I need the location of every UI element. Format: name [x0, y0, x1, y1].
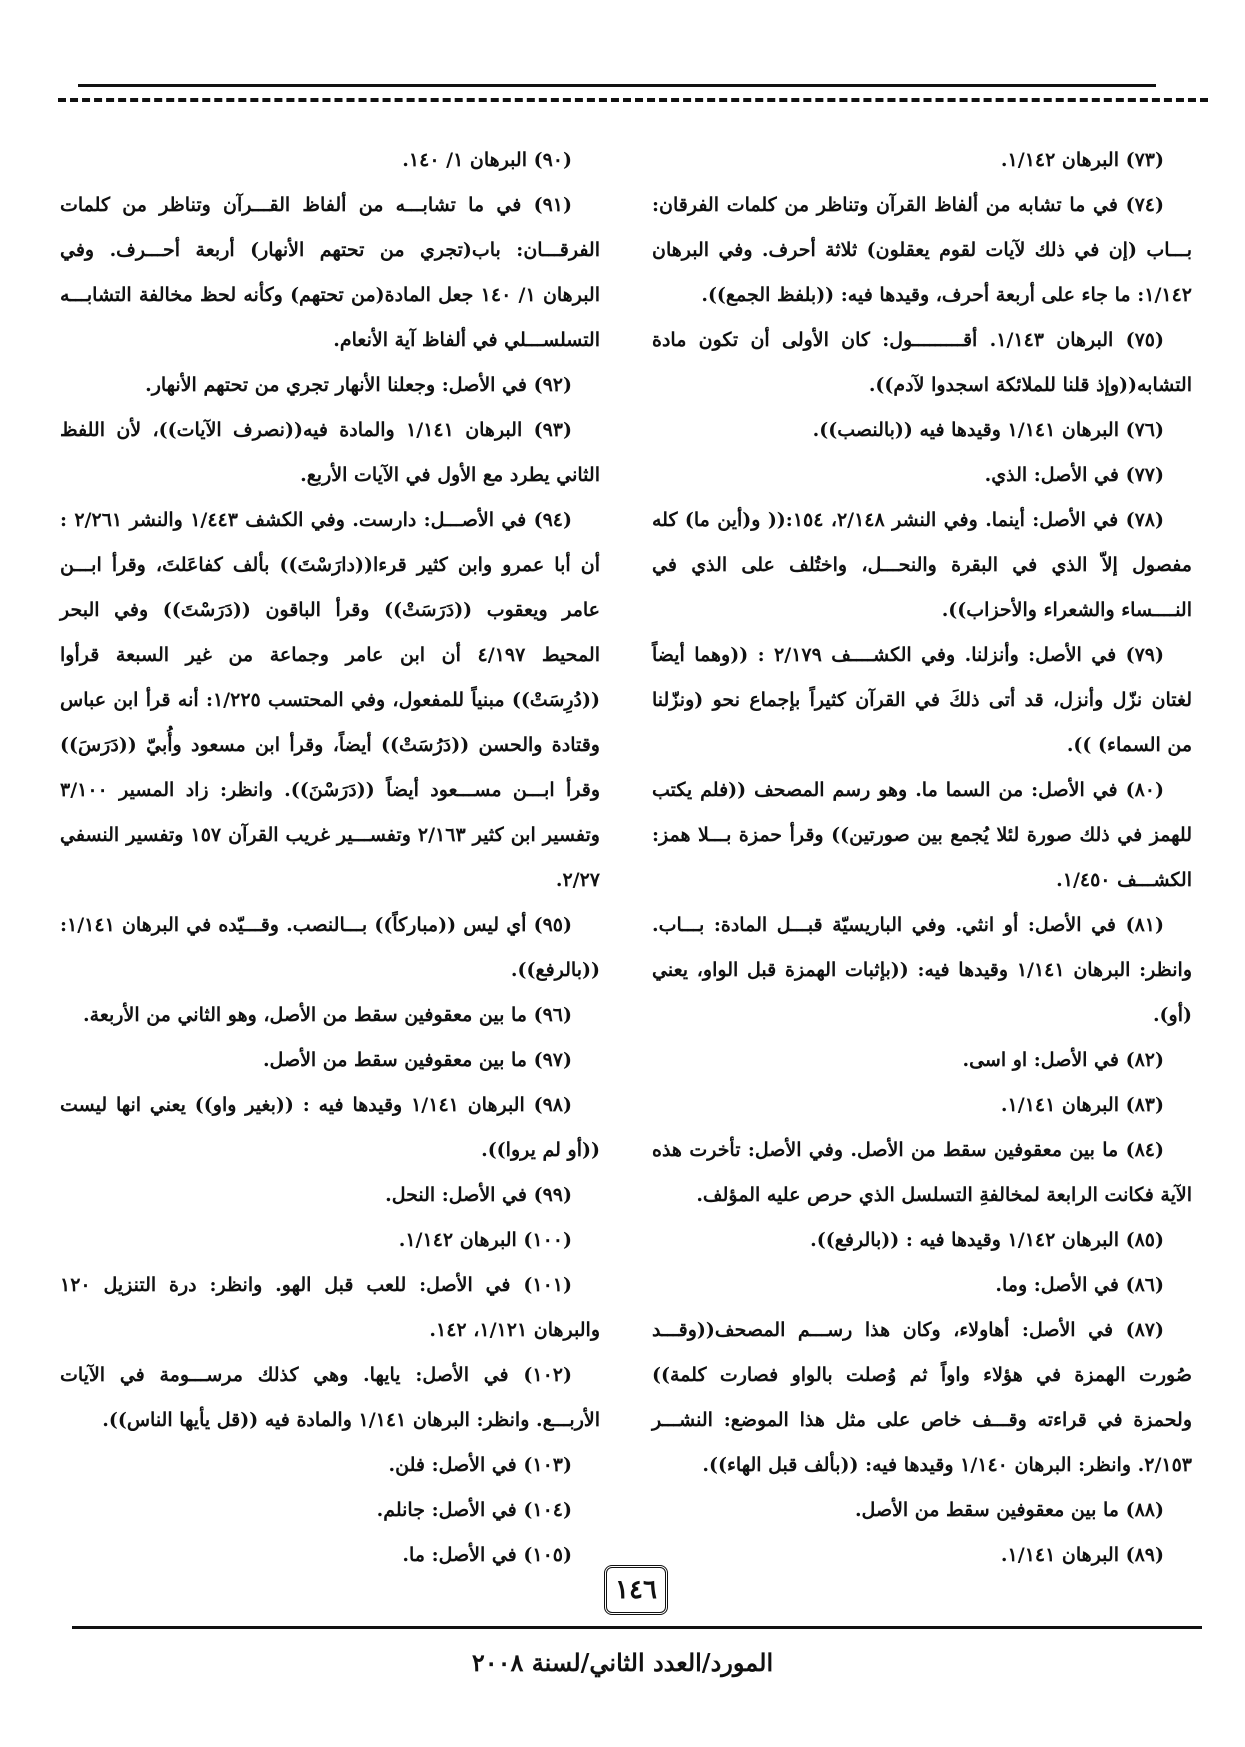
footnote-94: (٩٤) في الأصـــل: دارست. وفي الكشف ١/٤٤٣ والنشر ٢/٢٦١ : أن أبا عمرو وابن كثير قرءا((دارَسْتَ)) بألف كفاعَلتَ، وقرأ ابـــن عامر ويعقوب ((دَرَسَتْ)) وقرأ الباقون ((دَرَسْتَ)) وفي البحر المحيط ٤/١٩٧ أن ابن عامر وجماعة من غير السبعة قرأوا ((دُرِسَتْ)) مبنياً للمفعول، وفي المحتسب ١/٢٢٥: أنه قرأ ابن عباس وقتادة والحسن ((دَرُسَتْ)) أيضاً، وقرأ ابن مسعود وأُبيّ ((دَرَسَ)) وقرأ ابـــن مســـعود أيضاً ((دَرَسْنَ)). وانظر: زاد المسير ٣/١٠٠ وتفسير ابن كثير ٢/١٦٣ وتفســـير غريب القرآن ١٥٧ وتفسير النسفي ٢/٢٧.	[60, 509, 600, 891]
footnote-81: (٨١) في الأصل: أو انثي. وفي الباريسيّة قبـــل المادة: بـــاب. وانظر: البرهان ١/١٤١ وقيدها فيه: ((بإثبات الهمزة قبل الواو، يعني (أو).	[652, 914, 1192, 1026]
top-rule	[78, 84, 1156, 87]
footnote-76: (٧٦) البرهان ١/١٤١ وقيدها فيه ((بالنصب)).	[812, 419, 1164, 441]
page-number-box	[604, 1565, 668, 1615]
footnote-103: (١٠٣) في الأصل: فلن.	[388, 1454, 572, 1476]
footnote-88: (٨٨) ما بين معقوفين سقط من الأصل.	[854, 1499, 1164, 1521]
footnote-104: (١٠٤) في الأصل: جانلم.	[376, 1499, 572, 1521]
footnote-85: (٨٥) البرهان ١/١٤٢ وقيدها فيه : ((بالرفع)).	[810, 1229, 1164, 1251]
bottom-rule	[72, 1626, 1202, 1629]
footnote-79: (٧٩) في الأصل: وأنزلنا. وفي الكشــــف ٢/١٧٩ : ((وهما أيضاً لغتان نزّل وأنزل، قد أتى ذلكَ في القرآن كثيراً بإجماع نحو (ونزّلنا من السماء) )).	[652, 644, 1192, 756]
footnotes-right-column	[652, 138, 1192, 1578]
journal-footer: المورد/العدد الثاني/لسنة ٢٠٠٨	[471, 1648, 774, 1677]
footnote-91: (٩١) في ما تشابـــه من ألفاظ القـــرآن وتناظر من كلمات الفرقـــان: باب(تجري من تحتهم الأنهار) أربعة أحـــرف. وفي البرهان ١/ ١٤٠ جعل المادة(من تحتهم) وكأنه لحظ مخالفة التشابـــه التسلســـلي في ألفاظ آية الأنعام.	[60, 194, 600, 351]
footnotes-left-column	[60, 138, 600, 1578]
footnote-95: (٩٥) أي ليس ((مباركاً)) بـــالنصب. وقـــيّده في البرهان ١/١٤١: ((بالرفع)).	[60, 914, 600, 981]
footnote-87: (٨٧) في الأصل: أهاولاء، وكان هذا رســـم المصحف((وقـــد صُورت الهمزة في هؤلاء واواً ثم وُصلت بالواو فصارت كلمة)) ولحمزة في قراءته وقـــف خاص على مثل هذا الموضع: النشـــر ٢/١٥٣. وانظر: البرهان ١/١٤٠ وقيدها فيه: ((بألف قبل الهاء)).	[652, 1319, 1192, 1476]
footnote-96: (٩٦) ما بين معقوفين سقط من الأصل، وهو الثاني من الأربعة.	[83, 1004, 572, 1026]
footnote-74: (٧٤) في ما تشابه من ألفاظ القرآن وتناظر من كلمات الفرقان: بـــاب (إن في ذلك لآيات لقوم يعقلون) ثلاثة أحرف. وفي البرهان ١/١٤٢: ما جاء على أربعة أحرف، وقيدها فيه: ((بلفظ الجمع)).	[652, 194, 1192, 306]
footnote-86: (٨٦) في الأصل: وما.	[995, 1274, 1164, 1296]
footnote-82: (٨٢) في الأصل: او اسى.	[962, 1049, 1164, 1071]
footnote-93: (٩٣) البرهان ١/١٤١ والمادة فيه((نصرف الآيات))، لأن اللفظ الثاني يطرد مع الأول في الآيات الأربع.	[60, 419, 600, 486]
footnote-78: (٧٨) في الأصل: أينما. وفي النشر ٢/١٤٨، ١٥٤:(( و(أين ما) كله مفصول إلاّ الذي في البقرة والنحـــل، واختُلف على الذي في النــــساء والشعراء والأحزاب)).	[652, 509, 1192, 621]
footnote-92: (٩٢) في الأصل: وجعلنا الأنهار تجري من تحتهم الأنهار.	[145, 374, 572, 396]
footnote-84: (٨٤) ما بين معقوفين سقط من الأصل. وفي الأصل: تأخرت هذه الآية فكانت الرابعة لمخالفةِ التسلسل الذي حرص عليه المؤلف.	[652, 1139, 1192, 1206]
footnote-102: (١٠٢) في الأصل: يايها. وهي كذلك مرســـومة في الآيات الأربـــع. وانظر: البرهان ١/١٤١ والمادة فيه ((قل يأيها الناس)).	[60, 1364, 600, 1431]
footnote-77: (٧٧) في الأصل: الذي.	[984, 464, 1164, 486]
footnote-99: (٩٩) في الأصل: النحل.	[385, 1184, 572, 1206]
footnote-98: (٩٨) البرهان ١/١٤١ وقيدها فيه : ((بغير واو)) يعني انها ليست ((أو لم يروا)).	[60, 1094, 600, 1161]
footnote-80: (٨٠) في الأصل: من السما ما. وهو رسم المصحف ((فلم يكتب للهمز في ذلك صورة لئلا يُجمع بين صورتين)) وقرأ حمزة بـــلا همز: الكشـــف ١/٤٥٠.	[652, 779, 1193, 891]
footnote-89: (٨٩) البرهان ١/١٤١.	[1000, 1544, 1164, 1566]
footnote-100: (١٠٠) البرهان ١/١٤٢.	[398, 1229, 572, 1251]
footnote-75: (٧٥) البرهان ١/١٤٣. أقـــــــــول: كان الأولى أن تكون مادة التشابه((وإذ قلنا للملائكة اسجدوا لآدم)).	[652, 329, 1192, 396]
footnote-73: (٧٣) البرهان ١/١٤٢.	[1000, 149, 1164, 171]
footnote-83: (٨٣) البرهان ١/١٤١.	[1000, 1094, 1164, 1116]
footnote-97: (٩٧) ما بين معقوفين سقط من الأصل.	[262, 1049, 572, 1071]
top-dashed-rule	[58, 98, 1208, 102]
footnote-105: (١٠٥) في الأصل: ما.	[402, 1544, 572, 1566]
footnote-90: (٩٠) البرهان ١/ ١٤٠.	[402, 149, 572, 171]
footnote-101: (١٠١) في الأصل: للعب قبل الهو. وانظر: درة التنزيل ١٢٠ والبرهان ١/١٢١، ١٤٢.	[60, 1274, 600, 1341]
page-number: ١٤٦	[615, 1575, 657, 1605]
